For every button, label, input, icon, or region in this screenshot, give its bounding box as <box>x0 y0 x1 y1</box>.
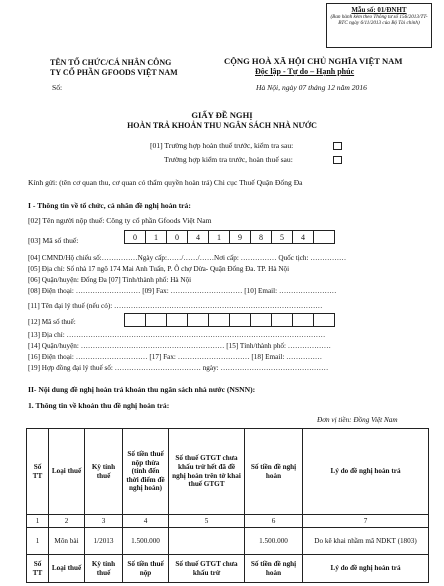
nation-title: CỘNG HOÀ XÃ HỘI CHỦ NGHĨA VIỆT NAM <box>224 56 403 66</box>
agent-tax-digit[interactable] <box>292 313 314 327</box>
col-header-tax-type: Loại thuế <box>49 429 85 515</box>
addressee: Kính gửi: (tên cơ quan thu, cơ quan có thẩm quyền hoàn trả) Chi cục Thuế Quận Đống Đa <box>28 178 303 187</box>
org-line-2: TY CỔ PHẦN GFOODS VIỆT NAM <box>50 68 178 77</box>
document-number-label: Số: <box>52 83 63 92</box>
form-code-note: (Ban hành kèm theo Thông tư số 156/2013/TT-BTC ngày 6/11/2013 của Bộ Tài chính) <box>330 14 428 27</box>
col-number: 7 <box>303 515 429 528</box>
section-2-subheading: 1. Thông tin về khoản thu đề nghị hoàn trả: <box>28 401 170 410</box>
field-19-agent-contract: [19] Hợp đồng đại lý thuế số: ……………………………… ngày: ……………………………………… <box>28 364 329 372</box>
col-header-overpaid: Số tiền thuế nộp thừa (tính đến thời điểm đề nghị hoàn) <box>123 429 169 515</box>
option-refund-before: [01] Trường hợp hoàn thuế trước, kiểm tra sau: <box>150 141 294 150</box>
section-1-heading: I - Thông tin về tổ chức, cá nhân đề nghị hoàn trả: <box>28 201 191 210</box>
option-refund-before-checkbox[interactable] <box>333 142 342 150</box>
col-header-vat-uncredited: Số thuế GTGT chưa khấu trừ hết đã đề nghị hoàn trên tờ khai thuế GTGT <box>169 429 245 515</box>
agent-tax-digit[interactable] <box>313 313 335 327</box>
cell-tax-type: Môn bài <box>49 528 85 555</box>
field-05-address: [05] Địa chỉ: Số nhà 17 ngõ 174 Mai Anh Tuấn, P. Ô chợ Dừa- Quận Đống Đa. TP. Hà Nội <box>28 265 290 273</box>
org-line-1: TÊN TỔ CHỨC/CÁ NHÂN CÔNG <box>50 58 172 67</box>
tax-digit[interactable]: 9 <box>229 230 251 244</box>
option-check-before-checkbox[interactable] <box>333 156 342 164</box>
agent-tax-digit[interactable] <box>271 313 293 327</box>
table-header-row <box>27 429 429 515</box>
field-14-agent-district: [14] Quận/huyện: …………………………………………………… [15] Tỉnh/thành phố: ……………… <box>28 342 331 350</box>
col-header-period: Kỳ tính thuế <box>85 555 123 583</box>
cell-vat-uncredited <box>169 528 245 555</box>
field-16-agent-phone: [16] Điện thoại: ………………………… [17] Fax: ………………………… [18] Email: …………… <box>28 353 323 361</box>
currency-unit: Đơn vị tiền: Đồng Việt Nam <box>317 416 398 424</box>
nation-motto: Độc lập - Tự do – Hạnh phúc <box>255 67 355 76</box>
col-header-stt: Số TT <box>27 555 49 583</box>
field-06-district: [06] Quận/huyện: Đống Đa [07] Tỉnh/thành phố: Hà Nội <box>28 276 192 284</box>
agent-tax-digit[interactable] <box>229 313 251 327</box>
field-02-taxpayer-name: [02] Tên người nộp thuế: Công ty cổ phần Gfoods Việt Nam <box>28 216 212 225</box>
cell-period: 1/2013 <box>85 528 123 555</box>
option-check-before: Trường hợp kiểm tra trước, hoàn thuế sau: <box>164 155 293 164</box>
tax-digit[interactable]: 0 <box>124 230 146 244</box>
tax-digit[interactable] <box>313 230 335 244</box>
col-number: 5 <box>169 515 245 528</box>
tax-digit[interactable]: 0 <box>166 230 188 244</box>
tax-digit[interactable]: 4 <box>292 230 314 244</box>
field-04-id: [04] CMND/Hộ chiếu số:……………Ngày cấp:……/……/……Nơi cấp: …………… Quốc tịch: …………… <box>28 254 347 262</box>
col-number: 3 <box>85 515 123 528</box>
form-title-line-1: GIẤY ĐỀ NGHỊ <box>191 110 253 120</box>
cell-stt: 1 <box>27 528 49 555</box>
place-date: Hà Nội, ngày 07 tháng 12 năm 2016 <box>256 83 367 92</box>
agent-tax-digit[interactable] <box>145 313 167 327</box>
col-header-refund-amount: Số tiền đề nghị hoàn <box>245 429 303 515</box>
table-row <box>27 528 429 555</box>
col-number: 1 <box>27 515 49 528</box>
col-header-reason: Lý do đề nghị hoàn trả <box>303 555 429 583</box>
col-number: 4 <box>123 515 169 528</box>
col-header-stt: Số TT <box>27 429 49 515</box>
field-12-label: [12] Mã số thuế: <box>28 318 76 326</box>
tax-code-boxes[interactable] <box>124 230 335 244</box>
field-13-agent-address: [13] Địa chỉ: ……………………………………………………………………………………………… <box>28 331 326 339</box>
agent-tax-code-boxes[interactable] <box>124 313 335 327</box>
section-2-heading: II- Nội dung đề nghị hoàn trả khoản thu ngân sách nhà nước (NSNN): <box>28 385 256 394</box>
field-08-phone: [08] Điện thoại: ……………………… [09] Fax: ………………………… [10] Email: …………………… <box>28 287 337 295</box>
col-header-overpaid: Số tiền thuế nộp <box>123 555 169 583</box>
table-repeat-header-row <box>27 555 429 583</box>
cell-refund-amount: 1.500.000 <box>245 528 303 555</box>
form-code: Mẫu số: 01/ĐNHT <box>351 6 407 14</box>
col-header-refund-amount: Số tiền đề nghị hoàn <box>245 555 303 583</box>
form-code-box <box>326 3 432 48</box>
col-header-reason: Lý do đề nghị hoàn trả <box>303 429 429 515</box>
col-number: 6 <box>245 515 303 528</box>
field-11-agent-name: [11] Tên đại lý thuế (nếu có): …………………………………………………………………………… <box>28 302 323 310</box>
cell-overpaid: 1.500.000 <box>123 528 169 555</box>
col-number: 2 <box>49 515 85 528</box>
col-header-tax-type: Loại thuế <box>49 555 85 583</box>
tax-digit[interactable]: 8 <box>250 230 272 244</box>
col-header-period: Kỳ tính thuế <box>85 429 123 515</box>
agent-tax-digit[interactable] <box>208 313 230 327</box>
table-number-row <box>27 515 429 528</box>
refund-table <box>26 428 429 583</box>
agent-tax-digit[interactable] <box>250 313 272 327</box>
field-03-label: [03] Mã số thuế: <box>28 236 79 245</box>
col-header-vat-uncredited: Số thuế GTGT chưa khấu trừ <box>169 555 245 583</box>
tax-digit[interactable]: 1 <box>208 230 230 244</box>
tax-digit[interactable]: 1 <box>145 230 167 244</box>
agent-tax-digit[interactable] <box>124 313 146 327</box>
form-title-line-2: HOÀN TRẢ KHOẢN THU NGÂN SÁCH NHÀ NƯỚC <box>127 121 317 130</box>
cell-reason: Do kê khai nhầm mã NDKT (1803) <box>303 528 429 555</box>
agent-tax-digit[interactable] <box>187 313 209 327</box>
agent-tax-digit[interactable] <box>166 313 188 327</box>
tax-digit[interactable]: 4 <box>187 230 209 244</box>
tax-digit[interactable]: 5 <box>271 230 293 244</box>
